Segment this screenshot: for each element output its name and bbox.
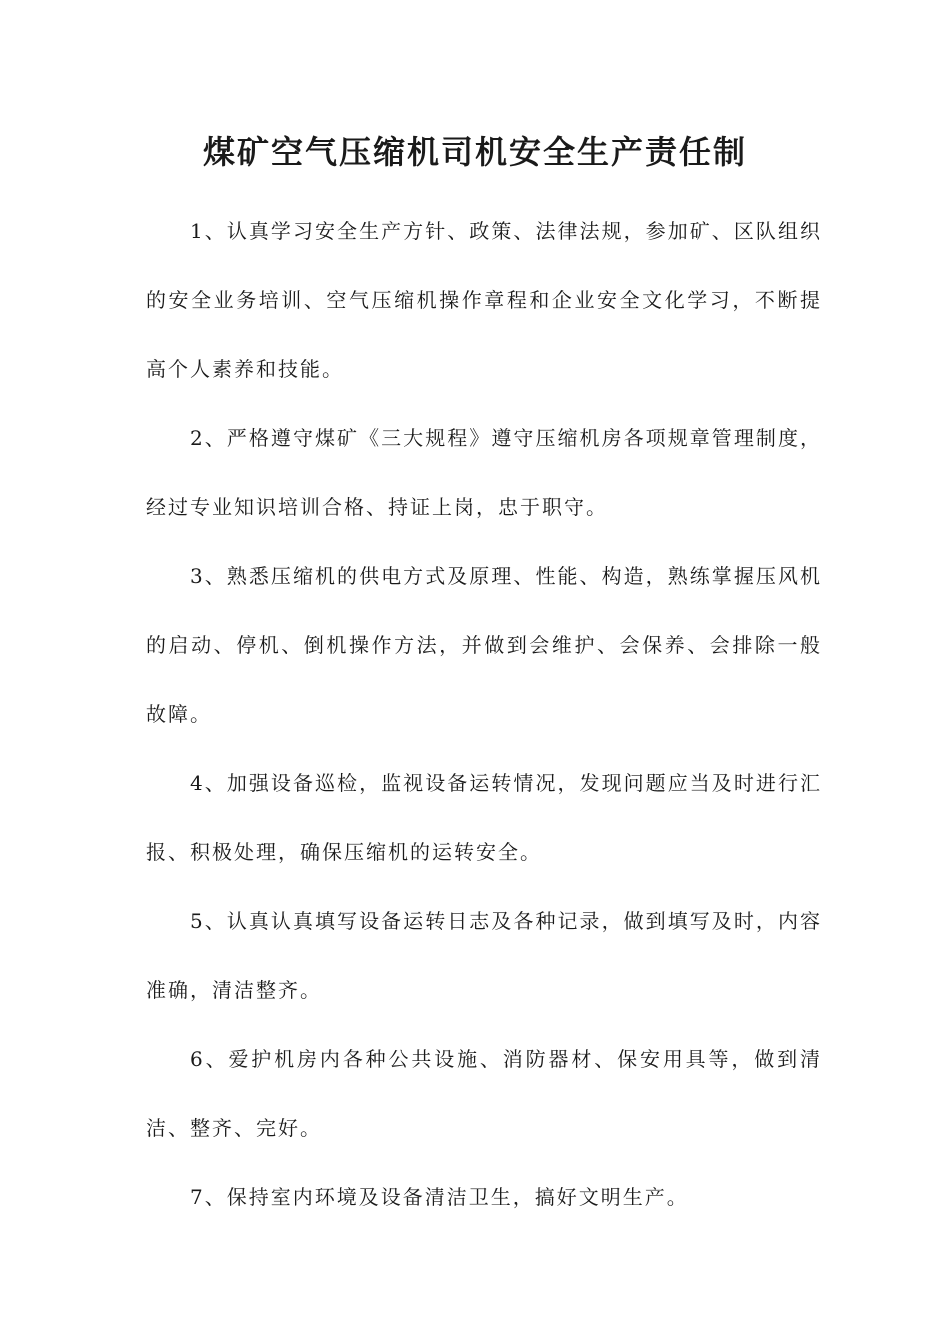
paragraph-1: 1、认真学习安全生产方针、政策、法律法规，参加矿、区队组织的安全业务培训、空气压缩机操作章程和企业安全文化学习，不断提高个人素养和技能。 (146, 219, 822, 381)
paragraph-5: 5、认真认真填写设备运转日志及各种记录，做到填写及时，内容准确，清洁整齐。 (146, 909, 822, 1002)
document-title: 煤矿空气压缩机司机安全生产责任制 (202, 133, 747, 171)
paragraph-3: 3、熟悉压缩机的供电方式及原理、性能、构造，熟练掌握压风机的启动、停机、倒机操作方法，并做到会维护、会保养、会排除一般故障。 (146, 564, 822, 726)
paragraph-2: 2、严格遵守煤矿《三大规程》遵守压缩机房各项规章管理制度，经过专业知识培训合格、持证上岗，忠于职守。 (146, 426, 822, 519)
paragraph-7: 7、保持室内环境及设备清洁卫生，搞好文明生产。 (190, 1185, 689, 1209)
paragraph-4: 4、加强设备巡检，监视设备运转情况，发现问题应当及时进行汇报、积极处理，确保压缩机的运转安全。 (146, 771, 822, 864)
document-body (146, 197, 822, 1232)
paragraph-6: 6、爱护机房内各种公共设施、消防器材、保安用具等，做到清洁、整齐、完好。 (146, 1047, 822, 1140)
